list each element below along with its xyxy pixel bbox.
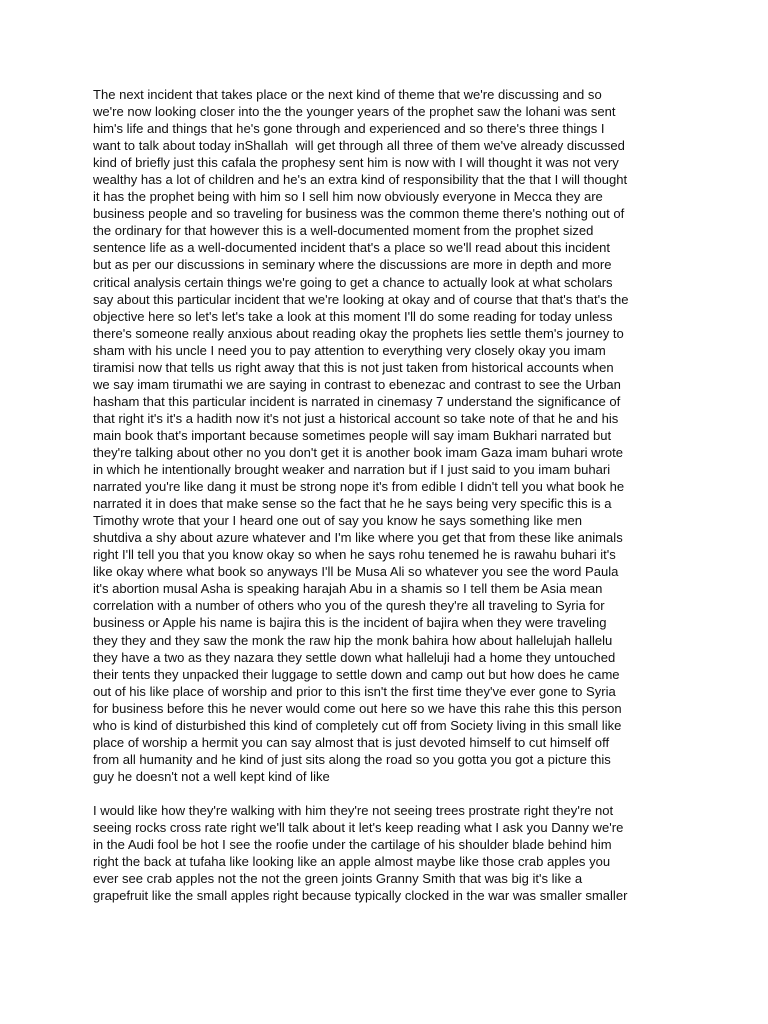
text-line: him's life and things that he's gone through and experienced and so there's three things I (93, 121, 605, 137)
text-line: narrated you're like dang it must be strong nope it's from edible I didn't tell you what book he (93, 479, 625, 495)
text-line: but as per our discussions in seminary where the discussions are more in depth and more (93, 257, 612, 273)
paragraph (93, 802, 683, 904)
text-line: right the back at tufaha like looking like an apple almost maybe like those crab apples you (93, 854, 611, 870)
text-line: from all humanity and he kind of just sits along the road so you gotta you got a picture this (93, 751, 611, 767)
text-line: business or Apple his name is bajira this is the incident of bajira when they were traveling (93, 615, 607, 631)
text-line: seeing rocks cross rate right we'll talk about it let's keep reading what I ask you Danny we're (93, 820, 624, 836)
text-line: like okay where what book so anyways I'll be Musa Ali so whatever you see the word Paula (93, 564, 619, 580)
text-line: sham with his uncle I need you to pay attention to everything very closely okay you imam (93, 342, 606, 358)
text-line: kind of briefly just this cafala the prophesy sent him is now with I will thought it was not very (93, 155, 619, 171)
text-line: say about this particular incident that we're looking at okay and of course that that's that's the (93, 291, 629, 307)
text-line: critical analysis certain things we're going to get a chance to actually look at what scholars (93, 274, 613, 290)
text-line: Timothy wrote that your I heard one out of say you know he says something like men (93, 513, 583, 529)
text-line: I would like how they're walking with him they're not seeing trees prostrate right they're not (93, 802, 614, 818)
text-line: we're now looking closer into the the younger years of the prophet saw the lohani was sent (93, 104, 616, 120)
document-body (93, 86, 683, 904)
text-line: right I'll tell you that you know okay so when he says rohu tenemed he is rawahu buhari it's (93, 547, 616, 563)
text-line: it has the prophet being with him so I sell him now obviously everyone in Mecca they are (93, 189, 603, 205)
text-line: wealthy has a lot of children and he's an extra kind of responsibility that the that I will thought (93, 172, 628, 188)
text-line: narrated it in does that make sense so the fact that he he says being very specific this is a (93, 496, 612, 512)
text-line: main book that's important because sometimes people will say imam Bukhari narrated but (93, 427, 612, 443)
text-line: in which he intentionally brought weaker and narration but if I just said to you imam buhari (93, 462, 611, 478)
text-line: there's someone really anxious about reading okay the prophets lies settle them's journey to (93, 325, 624, 341)
text-line: grapefruit like the small apples right because typically clocked in the war was smaller smaller (93, 888, 628, 904)
text-line: place of worship a hermit you can say almost that is just devoted himself to cut himself off (93, 734, 610, 750)
text-line: hasham that this particular incident is narrated in cinemasy 7 understand the significance of (93, 393, 621, 409)
text-line: guy he doesn't not a well kept kind of like (93, 768, 330, 784)
text-line: sentence life as a well-documented incident that's a place so we'll read about this incident (93, 240, 611, 256)
text-line: out of his like place of worship and prior to this isn't the first time they've ever gone to Syria (93, 683, 616, 699)
text-line: they they and they saw the monk the raw hip the monk bahira how about hallelujah hallelu (93, 632, 613, 648)
text-line: want to talk about today inShallah will get through all three of them we've already discussed (93, 138, 625, 154)
text-line: ever see crab apples not the not the green joints Granny Smith that was big it's like a (93, 871, 583, 887)
paragraph (93, 86, 683, 785)
text-line: the ordinary for that however this is a well-documented moment from the prophet sized (93, 223, 594, 239)
text-line: they're talking about other no you don't get it is another book imam Gaza imam buhari wrote (93, 444, 624, 460)
text-line: their tents they unpacked their luggage to settle down and camp out but how does he came (93, 666, 620, 682)
text-line: we say imam tirumathi we are saying in contrast to ebenezac and contrast to see the Urban (93, 376, 621, 392)
text-line: shutdiva a shy about azure whatever and I'm like where you get that from these like animals (93, 530, 623, 546)
text-line: who is kind of disturbished this kind of completely cut off from Society living in this small like (93, 717, 622, 733)
text-line: tiramisi now that tells us right away that this is not just taken from historical accounts when (93, 359, 614, 375)
text-line: business people and so traveling for business was the common theme there's nothing out of (93, 206, 625, 222)
text-line: it's abortion musal Asha is speaking harajah Abu in a shamis so I tell them be Asia mean (93, 581, 603, 597)
text-line: objective here so let's let's take a look at this moment I'll do some reading for today unless (93, 308, 613, 324)
text-line: correlation with a number of others who you of the quresh they're all traveling to Syria for (93, 598, 605, 614)
text-line: that right it's it's a hadith now it's not just a historical account so take note of that he and his (93, 410, 619, 426)
text-line: for business before this he never would come out here so we have this rahe this this person (93, 700, 622, 716)
paragraph-gap (93, 785, 683, 802)
text-line: The next incident that takes place or the next kind of theme that we're discussing and so (93, 87, 602, 102)
text-line: they have a two as they nazara they settle down what halleluji had a home they untouched (93, 649, 616, 665)
text-line: in the Audi fool be hot I see the roofie under the cartilage of his shoulder blade behind him (93, 837, 612, 853)
